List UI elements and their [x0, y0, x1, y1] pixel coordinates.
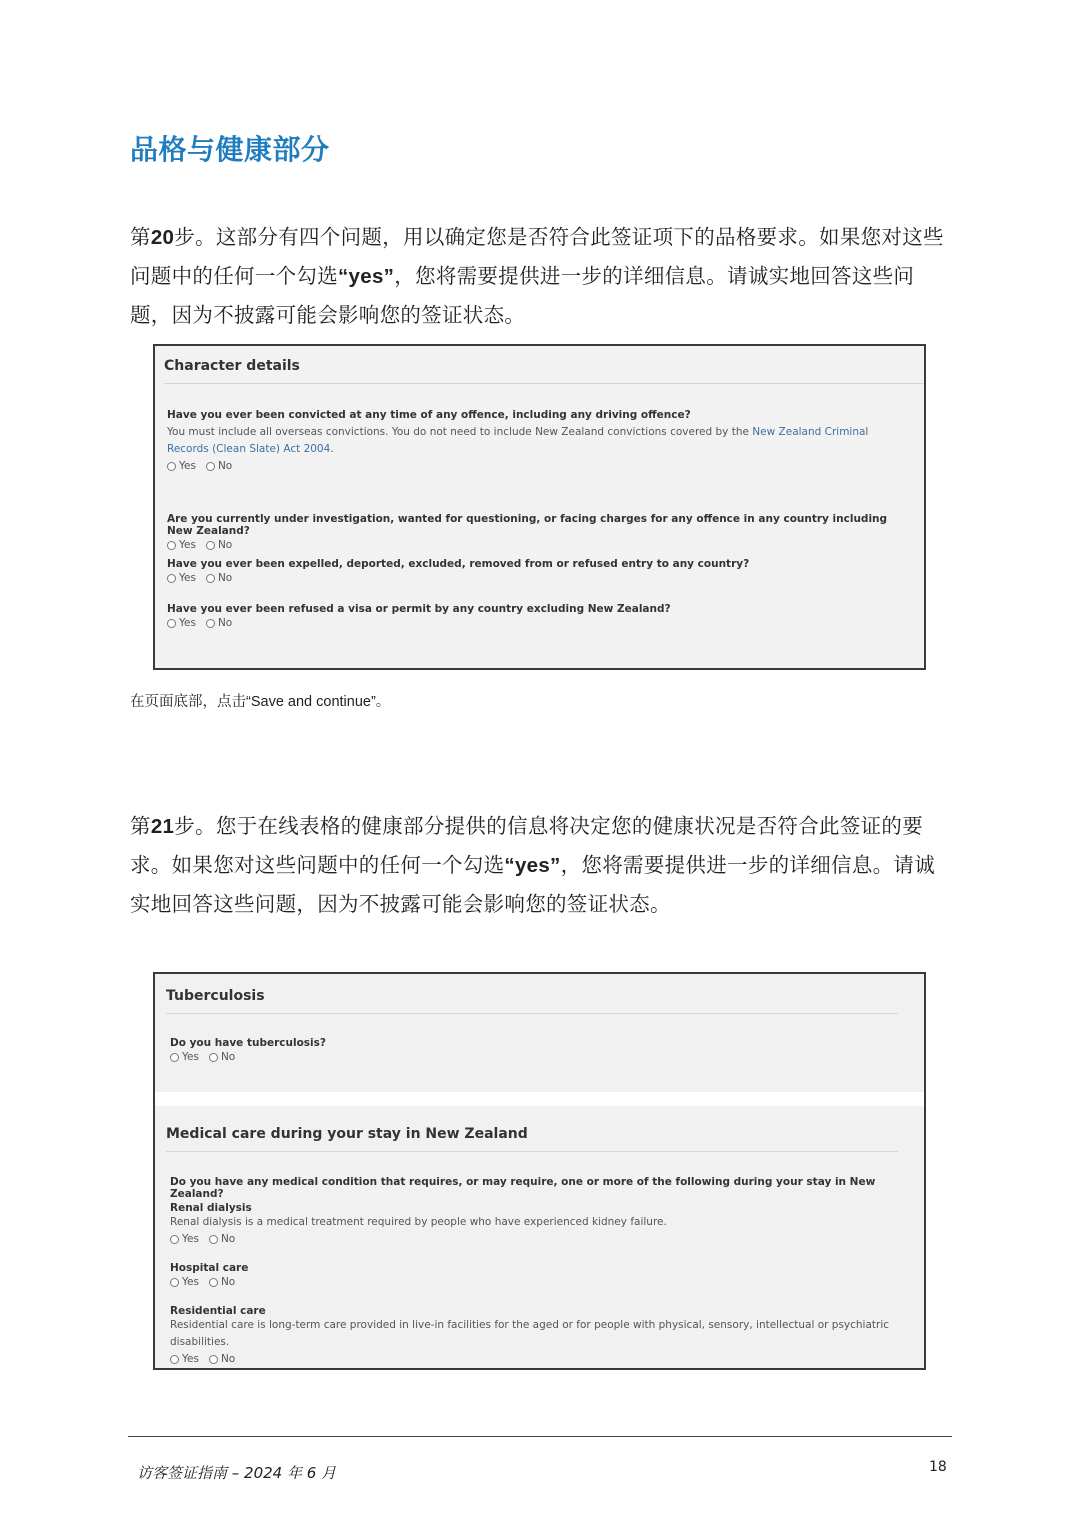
renal-no-radio[interactable]: No — [209, 1233, 235, 1245]
radio-circle-icon — [170, 1278, 179, 1287]
residential-yes-radio[interactable]: Yes — [170, 1353, 199, 1365]
step20-paragraph: 第20步。这部分有四个问题，用以确定您是否符合此签证项下的品格要求。如果您对这些问题中的任何一个勾选“yes”，您将需要提供进一步的详细信息。请诚实地回答这些问题，因为不披露可能会影响您的签证状态。 — [130, 225, 944, 327]
residential-no-radio[interactable]: No — [209, 1353, 235, 1365]
health-panel — [153, 972, 926, 1370]
tuberculosis-title: Tuberculosis — [166, 988, 898, 1014]
question-convicted-help: You must include all overseas convictions. You do not need to include New Zealand convictions covered by the New Zealand Criminal Records (Clean Slate) Act 2004. — [167, 426, 869, 455]
radio-circle-icon — [209, 1355, 218, 1364]
page-heading: 品格与健康部分 — [130, 133, 330, 166]
investigation-yes-radio[interactable]: Yes — [167, 539, 196, 551]
question-convicted: Have you ever been convicted at any time of any offence, including any driving offence? You must include all overseas convictions. You do not need to include New Zealand convictions covered by the New Zealand Criminal Records (Clean Slate) Act 2004. Yes No — [167, 409, 910, 472]
convicted-yes-radio[interactable]: Yes — [167, 460, 196, 472]
medical-care-section — [155, 1106, 924, 1368]
question-renal-dialysis: Renal dialysis Renal dialysis is a medical treatment required by people who have experienced kidney failure. Yes No — [170, 1202, 667, 1245]
hospital-yes-radio[interactable]: Yes — [170, 1276, 199, 1288]
save-continue-note: 在页面底部，点击“Save and continue”。 — [130, 694, 391, 710]
question-refused-visa: Have you ever been refused a visa or permit by any country excluding New Zealand? Yes No — [167, 603, 671, 629]
expelled-yes-radio[interactable]: Yes — [167, 572, 196, 584]
radio-circle-icon — [206, 462, 215, 471]
tuberculosis-yes-radio[interactable]: Yes — [170, 1051, 199, 1063]
radio-circle-icon — [167, 541, 176, 550]
hospital-no-radio[interactable]: No — [209, 1276, 235, 1288]
character-details-title: Character details — [164, 358, 924, 384]
radio-circle-icon — [206, 619, 215, 628]
step21-paragraph: 第21步。您于在线表格的健康部分提供的信息将决定您的健康状况是否符合此签证的要求。如果您对这些问题中的任何一个勾选“yes”，您将需要提供进一步的详细信息。请诚实地回答这些问题，因为不披露可能会影响您的签证状态。 — [130, 814, 936, 916]
radio-circle-icon — [206, 574, 215, 583]
question-expelled: Have you ever been expelled, deported, excluded, removed from or refused entry to any country? Yes No — [167, 558, 750, 584]
convicted-no-radio[interactable]: No — [206, 460, 232, 472]
renal-yes-radio[interactable]: Yes — [170, 1233, 199, 1245]
expelled-no-radio[interactable]: No — [206, 572, 232, 584]
radio-circle-icon — [209, 1235, 218, 1244]
radio-circle-icon — [167, 619, 176, 628]
footer-title: 访客签证指南 – 2024 年 6 月 — [137, 1464, 337, 1482]
investigation-no-radio[interactable]: No — [206, 539, 232, 551]
character-details-panel — [153, 344, 926, 670]
footer-divider — [128, 1436, 952, 1437]
radio-circle-icon — [170, 1355, 179, 1364]
radio-circle-icon — [170, 1053, 179, 1062]
radio-circle-icon — [206, 541, 215, 550]
radio-circle-icon — [167, 462, 176, 471]
question-residential-care: Residential care Residential care is long-term care provided in live-in facilities for the aged or for people with physical, sensory, intellectual or psychiatric disabilities. Yes No — [170, 1305, 890, 1365]
radio-circle-icon — [209, 1053, 218, 1062]
question-investigation: Are you currently under investigation, wanted for questioning, or facing charges for any offence in any country including New Zealand? Yes No — [167, 513, 888, 551]
clean-slate-act-link[interactable]: New Zealand Criminal Records (Clean Slate) Act 2004 — [167, 426, 869, 455]
medical-care-question: Do you have any medical condition that requires, or may require, one or more of the following during your stay in New Zealand? — [170, 1176, 876, 1200]
refused-visa-no-radio[interactable]: No — [206, 617, 232, 629]
refused-visa-yes-radio[interactable]: Yes — [167, 617, 196, 629]
tuberculosis-section — [155, 974, 924, 1092]
question-hospital-care: Hospital care Yes No — [170, 1262, 249, 1288]
radio-circle-icon — [170, 1235, 179, 1244]
page-number: 18 — [929, 1459, 947, 1475]
tuberculosis-no-radio[interactable]: No — [209, 1051, 235, 1063]
question-tuberculosis: Do you have tuberculosis? Yes No — [170, 1037, 326, 1063]
medical-care-title: Medical care during your stay in New Zealand — [166, 1126, 898, 1152]
radio-circle-icon — [209, 1278, 218, 1287]
radio-circle-icon — [167, 574, 176, 583]
